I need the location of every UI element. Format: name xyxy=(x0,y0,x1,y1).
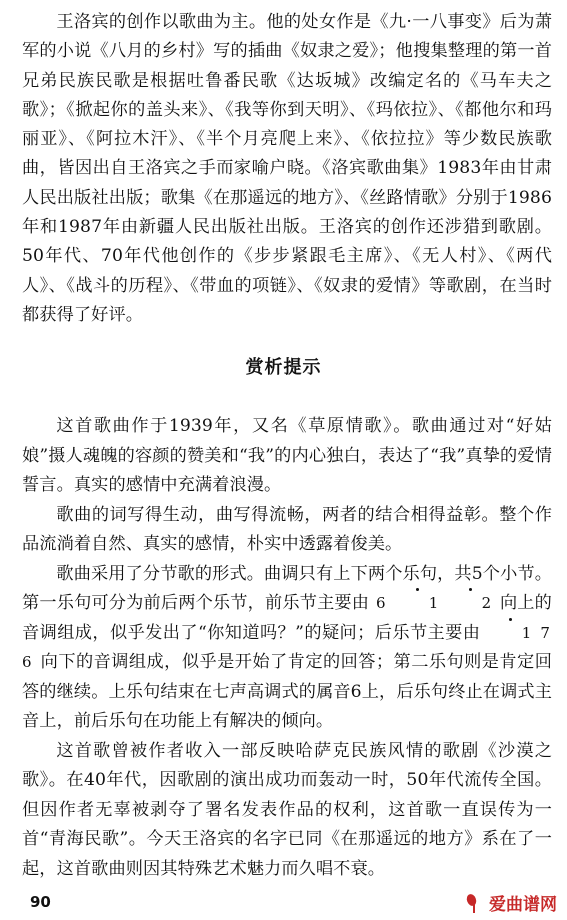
analysis-paragraph-4: 这首歌曾被作者收入一部反映哈萨克民族风情的歌剧《沙漠之歌》。在40年代，因歌剧的演出成功而轰动一时，50年代流传全国。但因作者无辜被剥夺了署名发表作品的权利，这首歌一直误传为一首“青海民歌”。今天王洛宾的名字已同《在那遥远的地方》系在了一起，这首歌曲则因其特殊艺术魅力而久唱不衰。 xyxy=(22,740,552,879)
bio-paragraph: 王洛宾的创作以歌曲为主。他的处女作是《九·一八事变》后为萧军的小说《八月的乡村》写的插曲《奴隶之爱》；他搜集整理的第一首兄弟民族民歌是根据吐鲁番民歌《达坂城》改编定名的《马车夫之歌》；《掀起你的盖头来》、《我等你到天明》、《玛依拉》、《都他尔和玛丽亚》、《阿拉木汗》、《半个月亮爬上来》、《依拉拉》等少数民族歌曲，皆因出自王洛宾之手而家喻户晓。《洛宾歌曲集》1983年由甘肃人民出版社出版；歌集《在那遥远的地方》、《丝路情歌》分别于1986年和1987年由新疆人民出版社出版。王洛宾的创作还涉猎到歌剧。50年代、70年代他创作的《步步紧跟毛主席》、《无人村》、《两代人》、《战斗的历程》、《带血的项链》、《奴隶的爱情》等歌剧，在当时都获得了好评。 xyxy=(22,12,552,325)
section-heading: 赏析提示 xyxy=(245,357,322,378)
note: 6 xyxy=(22,653,34,671)
note: 6 xyxy=(376,594,388,612)
analysis-paragraph-3-part-b: 向上的音调组成，似乎发出了“你知道吗？”的疑问；后乐节主要由 xyxy=(22,593,552,643)
note-high: 2 xyxy=(447,589,493,619)
note: 7 xyxy=(540,623,552,642)
analysis-paragraph-1: 这首歌曲作于1939年，又名《草原情歌》。歌曲通过对“好姑娘”摄人魂魄的容颜的赞美和“我”的内心独白，表达了“我”真挚的爱情誓言。真实的感情中充满着浪漫。 xyxy=(22,416,552,495)
analysis-paragraph-3-part-c: 向下的音调组成，似乎是开始了肯定的回答；第二乐句则是肯定回答的继续。上乐句结束在七声高调式的属音6上，后乐句终止在调式主音上，前后乐句在功能上有解决的倾向。 xyxy=(22,652,552,731)
note-high: 1 xyxy=(487,619,533,649)
analysis-section xyxy=(22,412,552,884)
page-number: 90 xyxy=(30,893,51,911)
music-note-icon xyxy=(463,893,485,913)
analysis-paragraph-3-part-a: 歌曲采用了分节歌的形式。曲调只有上下两个乐句，共5个小节。第一乐句可分为前后两个乐节，前乐节主要由 xyxy=(22,563,552,613)
site-watermark xyxy=(463,890,557,915)
watermark-text: 爱曲谱网 xyxy=(489,895,557,915)
analysis-paragraph-2: 歌曲的词写得生动，曲写得流畅，两者的结合相得益彰。整个作品流淌着自然、真实的感情，朴实中透露着俊美。 xyxy=(22,504,552,554)
analysis-paragraph-3 xyxy=(22,560,552,737)
bio-section xyxy=(22,8,552,330)
note-high: 1 xyxy=(394,589,440,619)
notes-ascending xyxy=(369,594,500,612)
